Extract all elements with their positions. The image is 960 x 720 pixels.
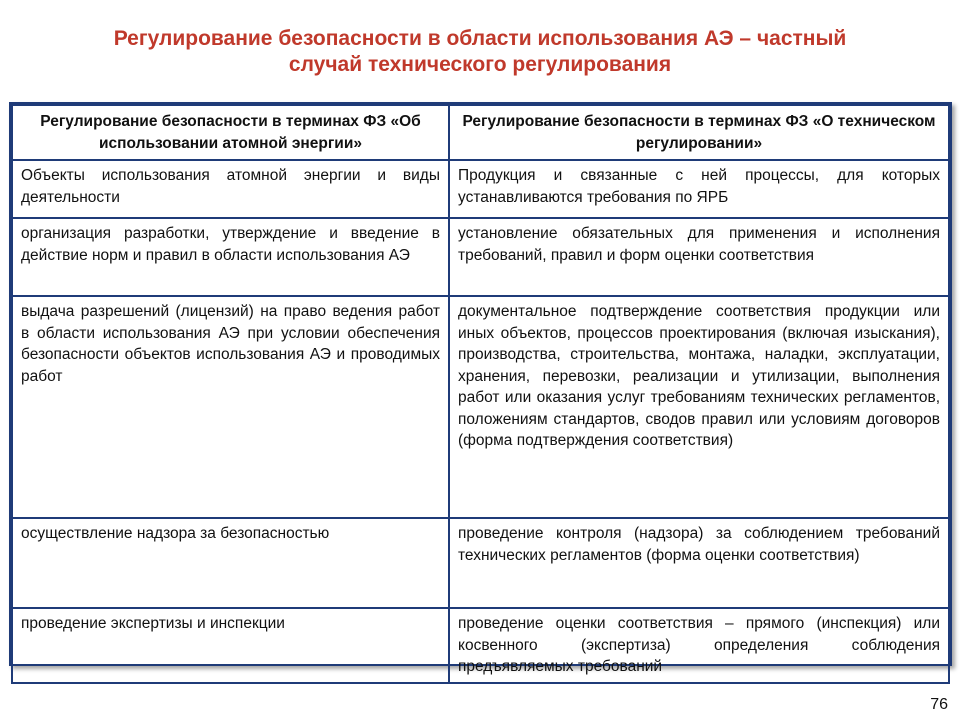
table-header-row <box>12 105 949 160</box>
table-cell: Продукция и связанные с ней процессы, для которых устанавливаются требования по ЯРБ <box>449 160 949 218</box>
comparison-table <box>9 102 952 675</box>
table-cell: проведение контроля (надзора) за соблюдением требований технических регламентов (форма оценки соответствия) <box>449 518 949 608</box>
table-row <box>12 518 949 608</box>
table-cell: организация разработки, утверждение и введение в действие норм и правил в области использования АЭ <box>12 218 449 296</box>
slide-title-line-2: случай технического регулирования <box>288 53 672 76</box>
table-row <box>12 218 949 296</box>
page-number: 76 <box>930 696 948 713</box>
header-technical-regulation-law: Регулирование безопасности в терминах ФЗ «О техническом регулировании» <box>449 105 949 160</box>
table-cell: Объекты использования атомной энергии и виды деятельности <box>12 160 449 218</box>
slide-title <box>40 26 920 78</box>
table-row <box>12 296 949 518</box>
table-cell: установление обязательных для применения и исполнения требований, правил и форм оценки соответствия <box>449 218 949 296</box>
table-cell: проведение экспертизы и инспекции <box>12 608 449 683</box>
table-cell: документальное подтверждение соответствия продукции или иных объектов, процессов проектирования (включая изыскания), производства, строительства, монтажа, наладки, эксплуатации, хранения, перевозки, реализации и утилизации, выполнения работ или оказания услуг требованиям технических регламентов, положениям стандартов, сводов правил или условиям договоров (форма подтверждения соответствия) <box>449 296 949 518</box>
table-row <box>12 160 949 218</box>
slide-title-line-1: Регулирование безопасности в области использования АЭ – частный <box>113 27 847 50</box>
table-row <box>12 608 949 683</box>
table-cell: проведение оценки соответствия – прямого (инспекция) или косвенного (экспертиза) определения соблюдения предъявляемых требований <box>449 608 949 683</box>
header-atomic-energy-law: Регулирование безопасности в терминах ФЗ «Об использовании атомной энергии» <box>12 105 449 160</box>
table-cell: осуществление надзора за безопасностью <box>12 518 449 608</box>
table-cell: выдача разрешений (лицензий) на право ведения работ в области использования АЭ при условии обеспечения безопасности объектов использования АЭ и проводимых работ <box>12 296 449 518</box>
